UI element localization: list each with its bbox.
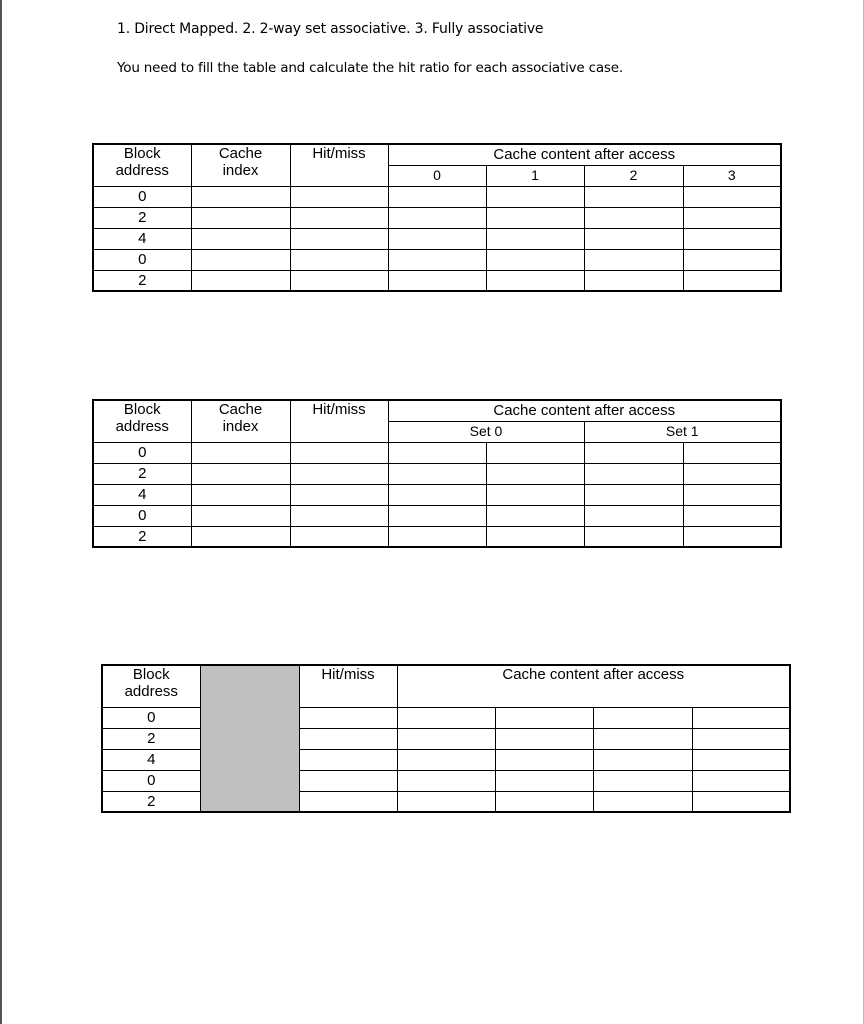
empty-cell[interactable] xyxy=(290,526,388,547)
empty-cell[interactable] xyxy=(191,249,290,270)
empty-cell[interactable] xyxy=(299,770,397,791)
empty-cell[interactable] xyxy=(388,207,486,228)
empty-cell[interactable] xyxy=(397,749,495,770)
block-address-cell: 2 xyxy=(102,728,200,749)
empty-cell[interactable] xyxy=(191,463,290,484)
empty-cell[interactable] xyxy=(299,707,397,728)
block-address-header: Block address xyxy=(93,400,191,442)
empty-cell[interactable] xyxy=(486,270,584,291)
empty-cell[interactable] xyxy=(692,707,790,728)
empty-cell[interactable] xyxy=(584,442,683,463)
block-address-cell: 2 xyxy=(93,207,191,228)
empty-cell[interactable] xyxy=(692,749,790,770)
empty-cell[interactable] xyxy=(584,505,683,526)
empty-cell[interactable] xyxy=(495,749,593,770)
empty-cell[interactable] xyxy=(584,249,683,270)
block-address-cell: 0 xyxy=(93,442,191,463)
table-row xyxy=(93,505,781,526)
empty-cell[interactable] xyxy=(683,505,781,526)
table-row xyxy=(93,228,781,249)
shaded-column xyxy=(200,665,299,812)
empty-cell[interactable] xyxy=(584,484,683,505)
empty-cell[interactable] xyxy=(388,186,486,207)
empty-cell[interactable] xyxy=(683,207,781,228)
empty-cell[interactable] xyxy=(683,270,781,291)
block-address-cell: 0 xyxy=(102,707,200,728)
empty-cell[interactable] xyxy=(388,270,486,291)
block-address-cell: 0 xyxy=(93,249,191,270)
empty-cell[interactable] xyxy=(593,770,692,791)
empty-cell[interactable] xyxy=(388,228,486,249)
empty-cell[interactable] xyxy=(683,228,781,249)
empty-cell[interactable] xyxy=(683,186,781,207)
empty-cell[interactable] xyxy=(683,463,781,484)
empty-cell[interactable] xyxy=(495,707,593,728)
empty-cell[interactable] xyxy=(486,484,584,505)
block-address-cell: 0 xyxy=(93,186,191,207)
empty-cell[interactable] xyxy=(486,505,584,526)
table-row xyxy=(93,207,781,228)
empty-cell[interactable] xyxy=(191,442,290,463)
fully-associative-table xyxy=(101,664,791,813)
block-address-cell: 4 xyxy=(93,228,191,249)
block-address-cell: 2 xyxy=(102,791,200,812)
block-address-cell: 0 xyxy=(102,770,200,791)
empty-cell[interactable] xyxy=(584,270,683,291)
set-0-header: Set 0 xyxy=(388,421,584,442)
empty-cell[interactable] xyxy=(191,484,290,505)
cache-content-header: Cache content after access xyxy=(388,144,781,165)
cache-slot-header: 1 xyxy=(486,165,584,186)
cache-slot-header: 2 xyxy=(584,165,683,186)
instruction-line: You need to fill the table and calculate the hit ratio for each associative case. xyxy=(117,60,623,76)
empty-cell[interactable] xyxy=(397,728,495,749)
empty-cell[interactable] xyxy=(584,207,683,228)
empty-cell[interactable] xyxy=(486,228,584,249)
block-address-cell: 4 xyxy=(93,484,191,505)
empty-cell[interactable] xyxy=(584,526,683,547)
empty-cell[interactable] xyxy=(397,770,495,791)
empty-cell[interactable] xyxy=(683,249,781,270)
cache-content-header: Cache content after access xyxy=(388,400,781,421)
empty-cell[interactable] xyxy=(584,186,683,207)
block-address-cell: 0 xyxy=(93,505,191,526)
cache-slot-header: 0 xyxy=(388,165,486,186)
block-address-cell: 4 xyxy=(102,749,200,770)
empty-cell[interactable] xyxy=(584,228,683,249)
empty-cell[interactable] xyxy=(486,207,584,228)
table-row xyxy=(93,463,781,484)
empty-cell[interactable] xyxy=(486,249,584,270)
empty-cell[interactable] xyxy=(593,791,692,812)
cache-index-header: Cache index xyxy=(191,400,290,442)
question-line: 1. Direct Mapped. 2. 2-way set associative. 3. Fully associative xyxy=(117,21,544,37)
hit-miss-header: Hit/miss xyxy=(290,400,388,442)
table-row xyxy=(93,186,781,207)
empty-cell[interactable] xyxy=(290,249,388,270)
table-row xyxy=(93,442,781,463)
empty-cell[interactable] xyxy=(191,270,290,291)
empty-cell[interactable] xyxy=(191,505,290,526)
empty-cell[interactable] xyxy=(191,526,290,547)
block-address-cell: 2 xyxy=(93,270,191,291)
table-row xyxy=(93,526,781,547)
empty-cell[interactable] xyxy=(397,791,495,812)
block-address-header: Block address xyxy=(102,665,200,707)
cache-content-header: Cache content after access xyxy=(397,665,790,707)
table-row xyxy=(93,484,781,505)
hit-miss-header: Hit/miss xyxy=(290,144,388,186)
empty-cell[interactable] xyxy=(584,463,683,484)
empty-cell[interactable] xyxy=(388,463,486,484)
empty-cell[interactable] xyxy=(290,463,388,484)
empty-cell[interactable] xyxy=(495,770,593,791)
empty-cell[interactable] xyxy=(290,442,388,463)
empty-cell[interactable] xyxy=(290,207,388,228)
empty-cell[interactable] xyxy=(486,186,584,207)
empty-cell[interactable] xyxy=(191,186,290,207)
empty-cell[interactable] xyxy=(191,207,290,228)
empty-cell[interactable] xyxy=(290,505,388,526)
empty-cell[interactable] xyxy=(299,749,397,770)
set-associative-table xyxy=(92,399,782,548)
empty-cell[interactable] xyxy=(495,791,593,812)
empty-cell[interactable] xyxy=(593,749,692,770)
empty-cell[interactable] xyxy=(683,526,781,547)
empty-cell[interactable] xyxy=(486,442,584,463)
block-address-header: Block address xyxy=(93,144,191,186)
empty-cell[interactable] xyxy=(290,484,388,505)
empty-cell[interactable] xyxy=(692,791,790,812)
empty-cell[interactable] xyxy=(290,186,388,207)
empty-cell[interactable] xyxy=(593,707,692,728)
block-address-cell: 2 xyxy=(93,526,191,547)
page-left-border xyxy=(0,0,2,1024)
empty-cell[interactable] xyxy=(683,442,781,463)
empty-cell[interactable] xyxy=(593,728,692,749)
empty-cell[interactable] xyxy=(290,270,388,291)
empty-cell[interactable] xyxy=(388,484,486,505)
empty-cell[interactable] xyxy=(388,505,486,526)
empty-cell[interactable] xyxy=(191,228,290,249)
empty-cell[interactable] xyxy=(495,728,593,749)
table-row xyxy=(93,249,781,270)
empty-cell[interactable] xyxy=(299,791,397,812)
empty-cell[interactable] xyxy=(692,770,790,791)
empty-cell[interactable] xyxy=(692,728,790,749)
direct-mapped-table xyxy=(92,143,782,292)
empty-cell[interactable] xyxy=(683,484,781,505)
set-1-header: Set 1 xyxy=(584,421,781,442)
empty-cell[interactable] xyxy=(388,526,486,547)
empty-cell[interactable] xyxy=(388,442,486,463)
empty-cell[interactable] xyxy=(486,463,584,484)
cache-index-header: Cache index xyxy=(191,144,290,186)
block-address-cell: 2 xyxy=(93,463,191,484)
empty-cell[interactable] xyxy=(299,728,397,749)
table-row xyxy=(93,270,781,291)
empty-cell[interactable] xyxy=(388,249,486,270)
cache-slot-header: 3 xyxy=(683,165,781,186)
hit-miss-header: Hit/miss xyxy=(299,665,397,707)
empty-cell[interactable] xyxy=(486,526,584,547)
empty-cell[interactable] xyxy=(397,707,495,728)
empty-cell[interactable] xyxy=(290,228,388,249)
